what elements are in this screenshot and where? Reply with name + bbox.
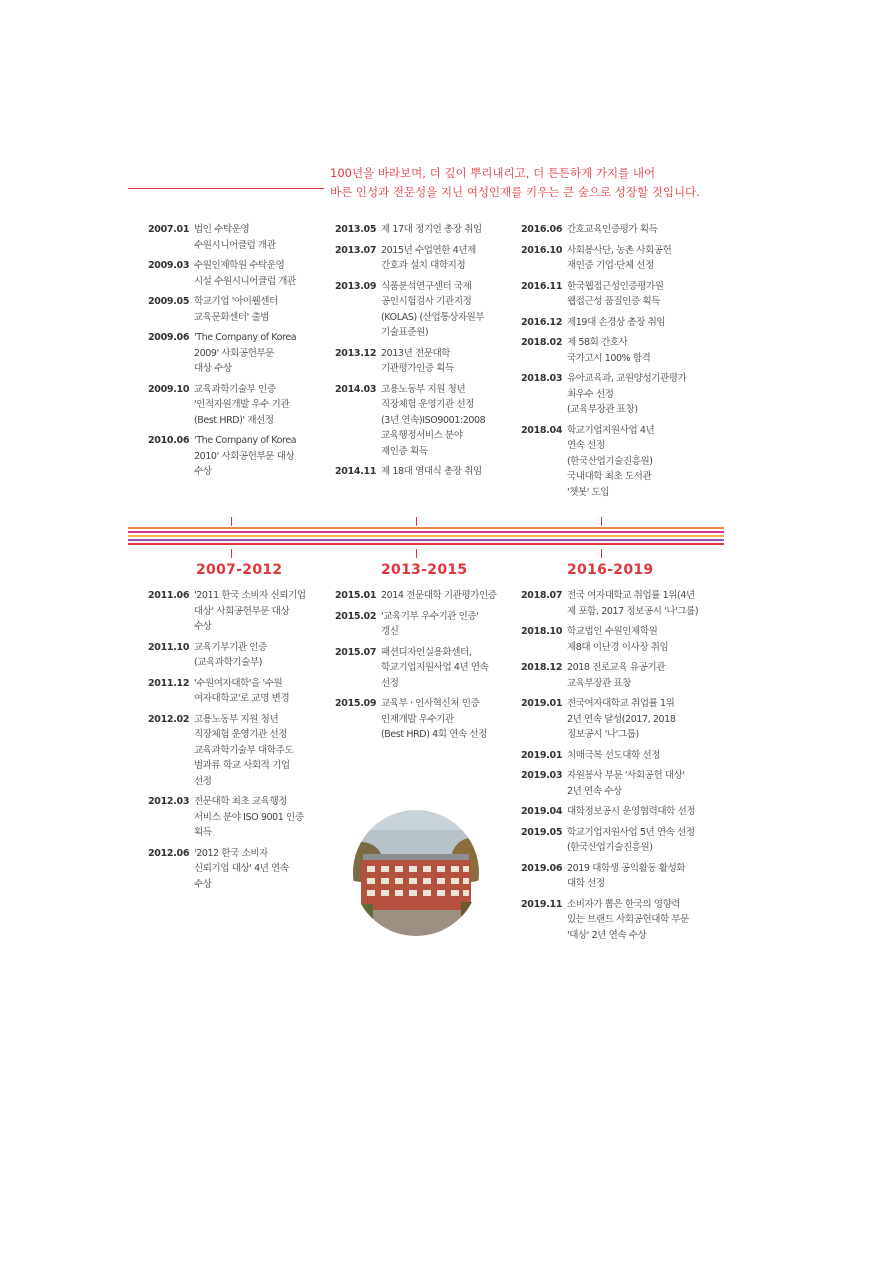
timeline-entry xyxy=(521,222,699,238)
entry-text: 학교기업지원사업 4년 연속 선정 (한국산업기술진흥원) 국내대학 최초 도서관 '챗봇' 도입 xyxy=(567,424,655,498)
entry-text: 2014 전문대학 기관평가인증 xyxy=(381,590,497,601)
timeline-entry xyxy=(335,696,513,743)
timeline-entry xyxy=(148,294,326,325)
entry-text: 사회봉사단, 농촌 사회공헌 재인증 기업·단체 선정 xyxy=(567,244,672,271)
timeline-entry xyxy=(148,846,326,893)
timeline-entry xyxy=(335,645,513,692)
timeline-entry xyxy=(521,423,699,501)
timeline-top-column-3 xyxy=(521,222,699,505)
entry-date: 2016.06 xyxy=(521,224,563,235)
timeline-entry xyxy=(335,464,513,480)
entry-date: 2018.02 xyxy=(521,337,563,348)
entry-date: 2014.03 xyxy=(335,383,377,395)
era-label-2016-2019: 2016-2019 xyxy=(567,562,654,578)
entry-date: 2012.03 xyxy=(148,796,190,807)
entry-text: 고용노동부 지원 청년 직장체험 운영기관 선정 교육과학기술부 대학주도 범과류 학교 사회적 기업 선정 xyxy=(194,713,294,787)
entry-text: 법인 수탁운영 수원시니어클럽 개관 xyxy=(194,224,276,251)
stripe xyxy=(128,531,724,533)
slogan-rule xyxy=(128,188,324,189)
entry-text: 2018 진로교육 유공기관 교육부장관 표창 xyxy=(567,662,666,689)
entry-date: 2015.07 xyxy=(335,646,377,658)
era-tick xyxy=(231,549,232,558)
entry-text: 전문대학 최초 교육행정 서비스 분야 ISO 9001 인증 획득 xyxy=(194,796,304,838)
entry-text: 한국웹접근성인증평가원 웹접근성 품질인증 획득 xyxy=(567,280,664,307)
timeline-entry xyxy=(521,371,699,418)
stripe xyxy=(128,535,724,537)
entry-text: 학교기업지원사업 5년 연속 선정 (한국산업기술진흥원) xyxy=(567,826,695,853)
entry-date: 2016.12 xyxy=(521,316,563,328)
entry-date: 2011.12 xyxy=(148,677,190,689)
timeline-bottom-column-3 xyxy=(521,588,711,948)
timeline-entry xyxy=(148,222,326,253)
entry-date: 2019.01 xyxy=(521,749,563,761)
entry-text: 유아교육과, 교원양성기관평가 최우수 선정 (교육부장관 표창) xyxy=(567,373,687,415)
entry-text: '2012 한국 소비자 신뢰기업 대상' 4년 연속 수상 xyxy=(194,847,289,890)
entry-text: 교육부 · 인사혁신처 인증 인재개발 우수기관 (Best HRD) 4회 연속 선정 xyxy=(381,698,487,740)
entry-date: 2011.06 xyxy=(148,590,190,601)
entry-date: 2009.05 xyxy=(148,296,190,307)
entry-date: 2007.01 xyxy=(148,224,190,235)
stripe xyxy=(128,527,724,529)
entry-date: 2019.01 xyxy=(521,698,563,709)
timeline-bottom-column-1 xyxy=(148,588,326,897)
entry-date: 2009.06 xyxy=(148,332,190,343)
entry-text: 'The Company of Korea 2009' 사회공헌부문 대상 수상 xyxy=(194,332,297,374)
era-tick xyxy=(601,549,602,558)
entry-text: 치매극복 선도대학 선정 xyxy=(567,749,661,761)
entry-date: 2014.11 xyxy=(335,466,377,477)
entry-text: 소비자가 뽑은 한국의 영향력 있는 브랜드 사회공헌대학 부문 '대상' 2년 연속 수상 xyxy=(567,898,689,941)
entry-text: 2019 대학생 공익활동 활성화 대학 선정 xyxy=(567,862,686,889)
entry-text: '수원여자대학'을 '수원 여자대학교'로 교명 변경 xyxy=(194,677,290,704)
entry-date: 2012.02 xyxy=(148,713,190,725)
entry-date: 2012.06 xyxy=(148,847,190,859)
timeline-entry xyxy=(335,382,513,460)
era-label-2013-2015: 2013-2015 xyxy=(381,562,468,578)
entry-text: 2015년 수업연한 4년제 간호과 설치 대학지정 xyxy=(381,244,476,271)
timeline-top-column-1 xyxy=(148,222,326,485)
slogan xyxy=(330,164,730,202)
entry-text: 제 17대 정기언 총장 취임 xyxy=(381,224,482,235)
timeline-entry xyxy=(335,588,513,604)
timeline-entry xyxy=(521,696,711,743)
entry-date: 2019.04 xyxy=(521,806,563,817)
entry-text: '2011 한국 소비자 신뢰기업 대상' 사회공헌부문 대상 수상 xyxy=(194,590,306,632)
timeline-entry xyxy=(335,279,513,341)
timeline-entry xyxy=(521,861,711,892)
entry-date: 2015.09 xyxy=(335,698,377,709)
timeline-entry xyxy=(335,346,513,377)
entry-date: 2018.03 xyxy=(521,373,563,384)
era-tick xyxy=(416,549,417,558)
timeline-entry xyxy=(521,748,711,764)
timeline-entry xyxy=(148,712,326,790)
entry-text: 2013년 전문대학 기관평가인증 획득 xyxy=(381,347,454,374)
timeline-entry xyxy=(148,794,326,841)
entry-date: 2009.03 xyxy=(148,260,190,271)
entry-date: 2019.05 xyxy=(521,826,563,838)
timeline-entry xyxy=(148,588,326,635)
timeline-stripes xyxy=(128,527,724,549)
timeline-bottom-column-2 xyxy=(335,588,513,748)
timeline-entry xyxy=(148,676,326,707)
timeline-entry xyxy=(521,279,699,310)
entry-text: 자원봉사 부문 '사회공헌 대상' 2년 연속 수상 xyxy=(567,770,685,797)
entry-date: 2013.09 xyxy=(335,280,377,292)
campus-building-image xyxy=(353,810,479,936)
entry-date: 2016.11 xyxy=(521,280,563,292)
timeline-entry xyxy=(521,588,711,619)
timeline-entry xyxy=(335,222,513,238)
entry-text: 'The Company of Korea 2010' 사회공헌부문 대상 수상 xyxy=(194,435,297,477)
timeline-entry xyxy=(148,330,326,377)
entry-date: 2011.10 xyxy=(148,641,190,653)
timeline-entry xyxy=(521,660,711,691)
timeline-entry xyxy=(148,258,326,289)
entry-text: 교육과학기술부 인증 '인적자원개발 우수 기관 (Best HRD)' 재선정 xyxy=(194,383,290,426)
entry-date: 2010.06 xyxy=(148,435,190,446)
slogan-line-2: 바른 인성과 전문성을 지닌 여성인재를 키우는 큰 숲으로 성장할 것입니다. xyxy=(330,185,700,199)
entry-text: 전국 여자대학교 취업률 1위(4년 제 포함, 2017 정보공시 '나'그룹) xyxy=(567,590,699,617)
era-tick xyxy=(601,517,602,526)
timeline-entry xyxy=(335,609,513,640)
timeline-entry xyxy=(335,243,513,274)
slogan-line-1: 100년을 바라보며, 더 깊이 뿌리내리고, 더 튼튼하게 가지를 내어 xyxy=(330,166,656,180)
entry-text: 학교기업 '아이웰센터 교육문화센터' 출범 xyxy=(194,296,278,323)
entry-date: 2009.10 xyxy=(148,383,190,395)
entry-text: 고용노동부 지원 청년 직장체험 운영기관 선정 (3년 연속)ISO9001:2008 교육행정서비스 분야 재인증 획득 xyxy=(381,383,486,457)
era-tick xyxy=(231,517,232,526)
stripe xyxy=(128,539,724,541)
timeline-entry xyxy=(148,640,326,671)
entry-text: 제19대 손경상 총장 취임 xyxy=(567,316,666,328)
entry-text: 교육기부기관 인증 (교육과학기술부) xyxy=(194,641,267,668)
entry-date: 2013.05 xyxy=(335,224,377,235)
timeline-entry xyxy=(521,804,711,820)
timeline-entry xyxy=(521,315,699,331)
entry-text: 대학정보공시 운영협력대학 선정 xyxy=(567,806,696,817)
timeline-entry xyxy=(521,825,711,856)
era-tick xyxy=(416,517,417,526)
entry-text: 패션디자인실용화센터, 학교기업지원사업 4년 연속 선정 xyxy=(381,646,489,689)
entry-text: 수원인제학원 수탁운영 시설 수원시니어클럽 개관 xyxy=(194,260,296,287)
entry-date: 2016.10 xyxy=(521,244,563,256)
era-label-2007-2012: 2007-2012 xyxy=(196,562,283,578)
timeline-entry xyxy=(148,382,326,429)
entry-text: 간호교육인증평가 획득 xyxy=(567,224,658,235)
entry-date: 2018.10 xyxy=(521,626,563,637)
timeline-entry xyxy=(521,243,699,274)
timeline-top-column-2 xyxy=(335,222,513,485)
entry-text: '교육기부 우수기관 인증' 갱신 xyxy=(381,610,479,637)
timeline-entry xyxy=(521,335,699,366)
entry-text: 제 58회 간호사 국가고시 100% 합격 xyxy=(567,337,651,364)
entry-date: 2019.06 xyxy=(521,862,563,874)
entry-text: 전국여자대학교 취업률 1위 2년 연속 달성(2017, 2018 정보공시 '나'그룹) xyxy=(567,698,676,740)
entry-text: 제 18대 염대식 총장 취임 xyxy=(381,466,482,477)
entry-date: 2015.02 xyxy=(335,610,377,622)
stripe xyxy=(128,543,724,545)
entry-text: 식품분석연구센터 국제 공인시험검사 기관지정 (KOLAS) (산업통상자원부 기술표준원) xyxy=(381,280,485,338)
entry-date: 2013.12 xyxy=(335,347,377,359)
timeline-entry xyxy=(521,768,711,799)
entry-date: 2019.11 xyxy=(521,898,563,910)
entry-text: 학교법인 수원인제학원 제8대 이난경 이사장 취임 xyxy=(567,626,669,653)
timeline-entry xyxy=(521,897,711,944)
entry-date: 2015.01 xyxy=(335,590,377,601)
entry-date: 2013.07 xyxy=(335,244,377,256)
timeline-entry xyxy=(148,433,326,480)
entry-date: 2018.12 xyxy=(521,662,563,673)
entry-date: 2019.03 xyxy=(521,770,563,781)
entry-date: 2018.07 xyxy=(521,590,563,601)
campus-building-photo xyxy=(353,810,479,936)
timeline-entry xyxy=(521,624,711,655)
entry-date: 2018.04 xyxy=(521,424,563,436)
